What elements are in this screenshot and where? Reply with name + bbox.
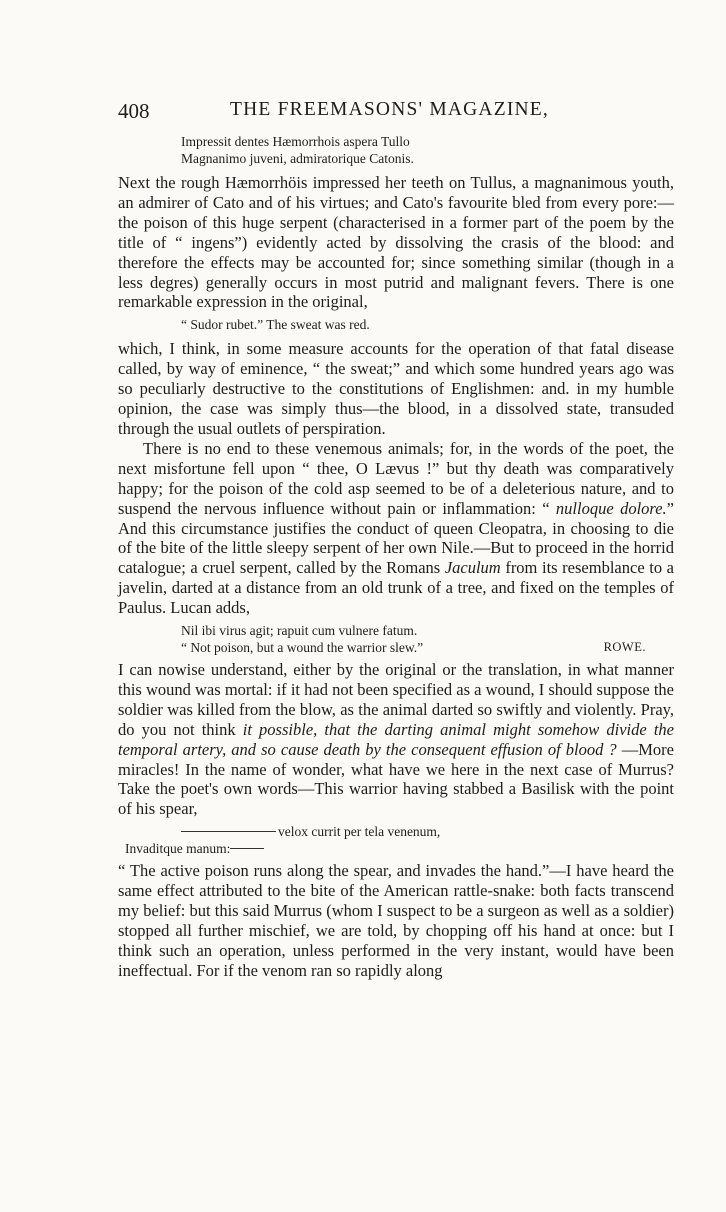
verse-line: velox currit per tela venenum, <box>181 823 674 840</box>
dash-rule <box>230 848 264 849</box>
verse-line: Invaditque manum: <box>125 840 674 857</box>
paragraph-3: There is no end to these venemous animals; for, in the words of the poet, the next misfortune fell upon “ thee, O Lævus !” but thy death was comparatively happy; for the poison of the cold asp seemed to be of a deleterious nature, and to suspend the nervous influence without pain or inflammation: “ nulloque dolore.” And this circumstance justifies the conduct of queen Cleopatra, in choosing to die of the bite of the little sleepy serpent of her own Nile.—But to proceed in the horrid catalogue; a cruel serpent, called by the Romans Jaculum from its resemblance to a javelin, darted at a distance from an old trunk of a tree, and fixed on the temples of Paulus. Lucan adds, <box>118 438 674 618</box>
verse-line: “ Not poison, but a wound the warrior slew.” ROWE. <box>181 639 674 656</box>
paragraph-5: “ The active poison runs along the spear, and invades the hand.”—I have heard the same effect attributed to the bite of the American rattle-snake: both facts transcend my belief: but this said Murrus (whom I suspect to be a surgeon as well as a soldier) stopped all further mischief, we are told, by chopping off his hand at once: but I think such an operation, unless performed in the very instant, would have been ineffectual. For if the venom ran so rapidly along <box>118 861 674 980</box>
page-number: 408 <box>118 99 150 123</box>
running-title: THE FREEMASONS' MAGAZINE, <box>230 99 549 120</box>
verse-line: Magnanimo juveni, admiratorique Catonis. <box>181 151 414 166</box>
italic-word: Jaculum <box>444 558 501 578</box>
paragraph-4: I can nowise understand, either by the original or the translation, in what manner this wound was mortal: if it had not been specified as a wound, I should suppose the soldier was killed from the blow, as the animal darted so swiftly and violently. Pray, do you not think it possible, that the darting animal might somehow divide the temporal artery, and so cause death by the consequent effusion of blood ? —More miracles! In the name of wonder, what have we here in the next case of Murrus? Take the poet's own words—This warrior having stabbed a Basilisk with the point of his spear, <box>118 660 674 819</box>
page-content <box>118 97 674 981</box>
page-header <box>118 97 674 125</box>
paragraph-2: which, I think, in some measure accounts for the operation of that fatal disease called, by way of eminence, “ the sweat;” and which some hundred years ago was so peculiarly destructive to the constitutions of Englishmen: and. in my humble opinion, the case was simply thus—the blood, in a dissolved state, transuded through the usual outlets of perspiration. <box>118 339 674 438</box>
attribution: ROWE. <box>603 640 646 655</box>
latin-quote-4 <box>118 823 674 857</box>
latin-quote-3 <box>118 622 674 656</box>
latin-quote-2: “ Sudor rubet.” The sweat was red. <box>181 317 370 333</box>
verse-line: Impressit dentes Hæmorrhois aspera Tullo <box>181 134 410 149</box>
dash-rule <box>181 831 276 832</box>
italic-sentence: it possible, that the darting animal might somehow divide the temporal artery, and so cause death by the consequent effusion of blood ? <box>118 719 674 759</box>
verse-line: Nil ibi virus agit; rapuit cum vulnere fatum. <box>181 623 418 639</box>
italic-phrase: nulloque dolore. <box>555 498 667 518</box>
paragraph-1: Next the rough Hæmorrhöis impressed her teeth on Tullus, a magnanimous youth, an admirer of Cato and of his virtues; and Cato's favourite bled from every pore:—the poison of this huge serpent (characterised in a former part of the poem by the title of “ ingens”) evidently acted by dissolving the crasis of the blood: and therefore the effects may be accounted for; since something similar (though in a less degres) generally occurs in most putrid and malignant fevers. There is one remarkable expression in the original, <box>118 173 674 312</box>
latin-quote-1 <box>118 133 674 167</box>
